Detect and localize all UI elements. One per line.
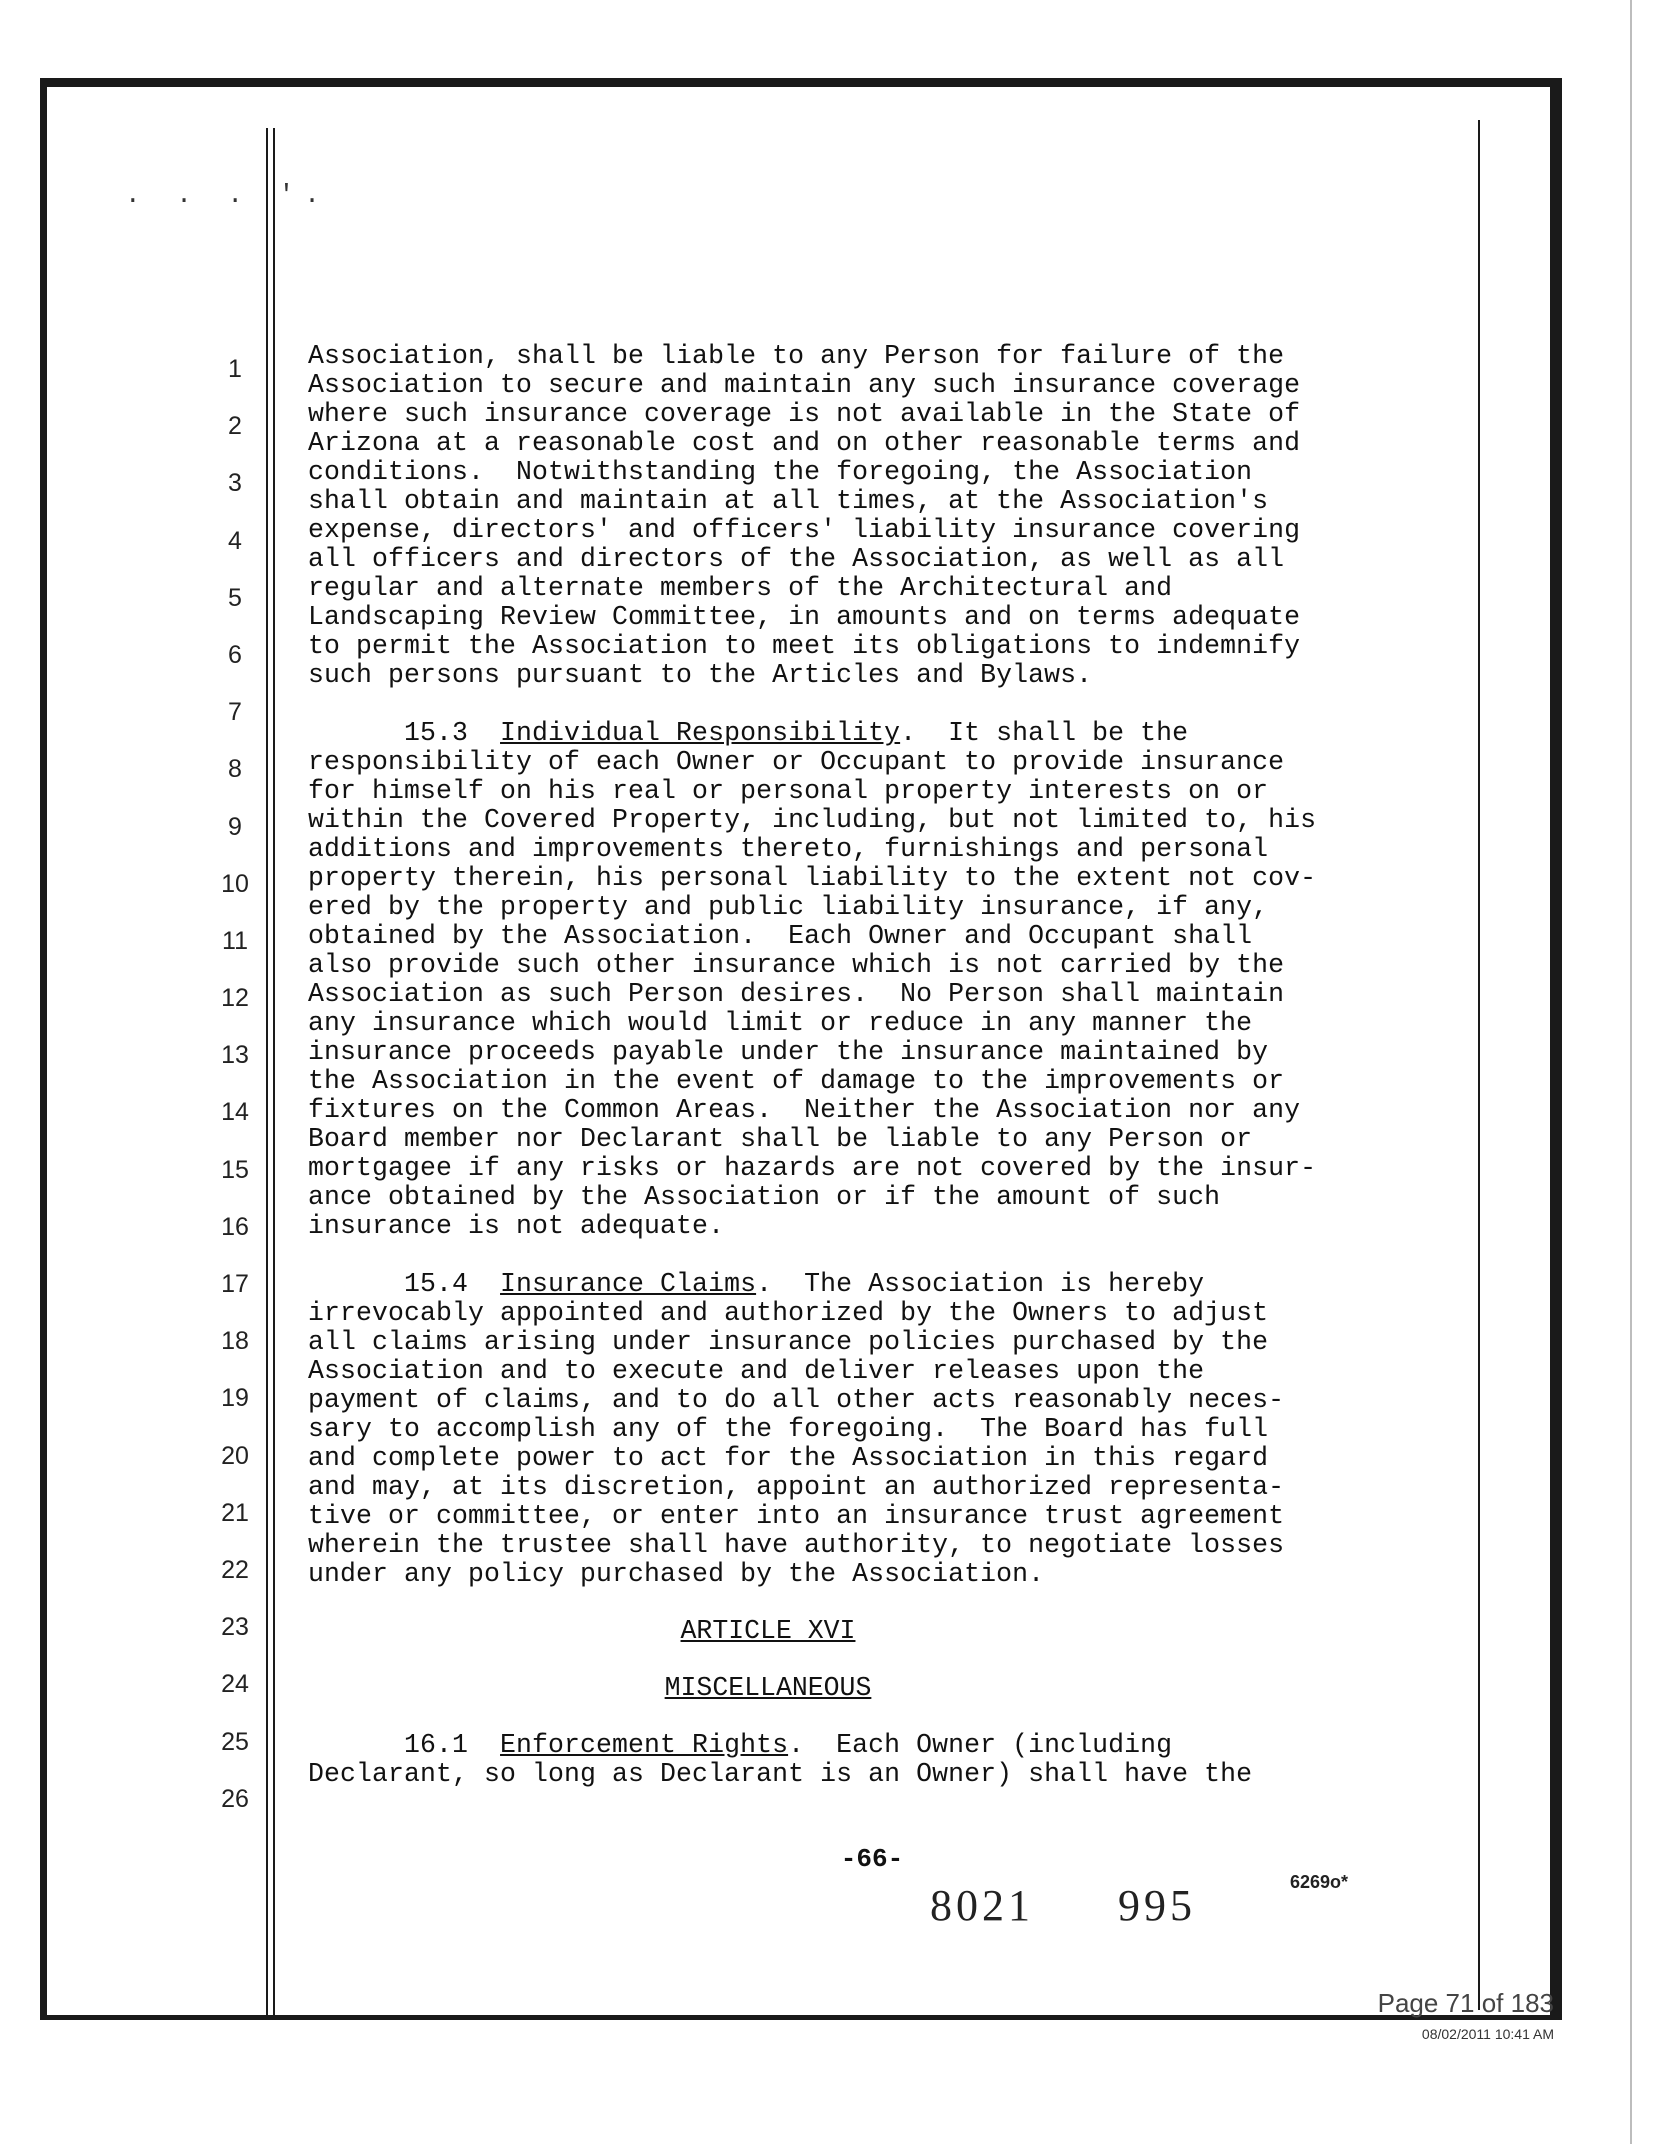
section-number: 15.3	[308, 718, 501, 748]
left-margin-rule-inner	[273, 128, 275, 2018]
line-number: 21	[221, 1498, 249, 1527]
section-body: . Each Owner (including Declarant, so long as Declarant is an Owner) shall have the	[308, 1730, 1253, 1789]
scan-edge-line	[1630, 0, 1632, 2144]
line-number: 22	[221, 1555, 249, 1584]
line-number: 12	[221, 984, 249, 1013]
line-number: 20	[221, 1441, 249, 1470]
line-number: 14	[221, 1098, 249, 1127]
line-number-column	[215, 355, 255, 1842]
line-number: 6	[228, 640, 242, 669]
section-title: Insurance Claims	[500, 1269, 757, 1299]
left-margin-rule	[266, 128, 268, 2018]
section-16-1	[308, 1731, 1468, 1789]
recording-stamp-book: 8021	[930, 1881, 1034, 1930]
line-number: 15	[221, 1155, 249, 1184]
section-body: . The Association is hereby irrevocably appointed and authorized by the Owners to adjust all claims arising under insurance policies purchased by the Association and to execute and deliver releases upon the payment of claims, and to do all other acts reasonably neces- sary to accomplish any of the foregoing. The Board has full and complete power to act for the Association in this regard and may, at its discretion, appoint an authorized representa- tive or committee, or enter into an insurance trust agreement wherein the trustee shall have authority, to negotiate losses under any policy purchased by the Association.	[308, 1269, 1285, 1589]
line-number: 9	[228, 812, 242, 841]
paragraph-insurance-liability: Association, shall be liable to any Person for failure of the Association to secure and maintain any such insurance coverage where such insurance coverage is not available in the State of Arizona at a reasonable cost and on other reasonable terms and conditions. Notwithstanding the foregoing, the Association shall obtain and maintain at all times, at the Association's expense, directors' and officers' liability insurance covering all officers and directors of the Association, as well as all regular and alternate members of the Architectural and Landscaping Review Committee, in amounts and on terms adequate to permit the Association to meet its obligations to indemnify such persons pursuant to the Articles and Bylaws.	[308, 341, 1301, 690]
line-number: 23	[221, 1613, 249, 1642]
section-number: 15.4	[308, 1269, 501, 1299]
right-margin-rule	[1478, 120, 1480, 2010]
section-15-4	[308, 1270, 1468, 1589]
line-number: 4	[228, 526, 242, 555]
line-number: 3	[228, 469, 242, 498]
article-title: MISCELLANEOUS	[664, 1673, 872, 1703]
line-number: 25	[221, 1727, 249, 1756]
page-label: Page 71 of 183	[1377, 1988, 1554, 2018]
line-number: 26	[221, 1784, 249, 1813]
document-body	[308, 342, 1468, 1789]
section-number: 16.1	[308, 1730, 501, 1760]
section-title: Individual Responsibility	[500, 718, 901, 748]
page-number: -66-	[840, 1844, 904, 1874]
section-15-3	[308, 719, 1468, 1241]
line-number: 5	[228, 583, 242, 612]
line-number: 2	[228, 412, 242, 441]
recording-stamp-code: 6269o*	[1290, 1872, 1349, 1892]
scan-specks: . . . '.	[125, 180, 330, 210]
line-number: 7	[228, 698, 242, 727]
article-heading: ARTICLE XVI	[680, 1616, 856, 1646]
section-title: Enforcement Rights	[500, 1730, 789, 1760]
line-number: 17	[221, 1270, 249, 1298]
line-number: 19	[221, 1384, 249, 1413]
line-number: 10	[221, 869, 249, 898]
line-number: 24	[221, 1670, 249, 1699]
recording-stamp-page: 995	[1118, 1881, 1196, 1930]
line-number: 16	[221, 1212, 249, 1241]
line-number: 13	[221, 1041, 249, 1070]
line-number: 1	[228, 355, 242, 383]
line-number: 8	[228, 755, 242, 784]
print-timestamp: 08/02/2011 10:41 AM	[1421, 2026, 1554, 2042]
line-number: 18	[221, 1327, 249, 1356]
line-number: 11	[222, 926, 248, 955]
section-body: . It shall be the responsibility of each Owner or Occupant to provide insurance for himself on his real or personal property interests on or within the Covered Property, including, but not limited to, his additions and improvements thereto, furnishings and personal property therein, his personal liability to the extent not cov- ered by the property and public liability insurance, if any, obtained by the Association. Each Owner and Occupant shall also provide such other insurance which is not carried by the Association as such Person desires. No Person shall maintain any insurance which would limit or reduce in any manner the insurance proceeds payable under the insurance maintained by the Association in the event of damage to the improvements or fixtures on the Common Areas. Neither the Association nor any Board member nor Declarant shall be liable to any Person or mortgagee if any risks or hazards are not covered by the insur- ance obtained by the Association or if the amount of such insurance is not adequate.	[308, 718, 1317, 1241]
